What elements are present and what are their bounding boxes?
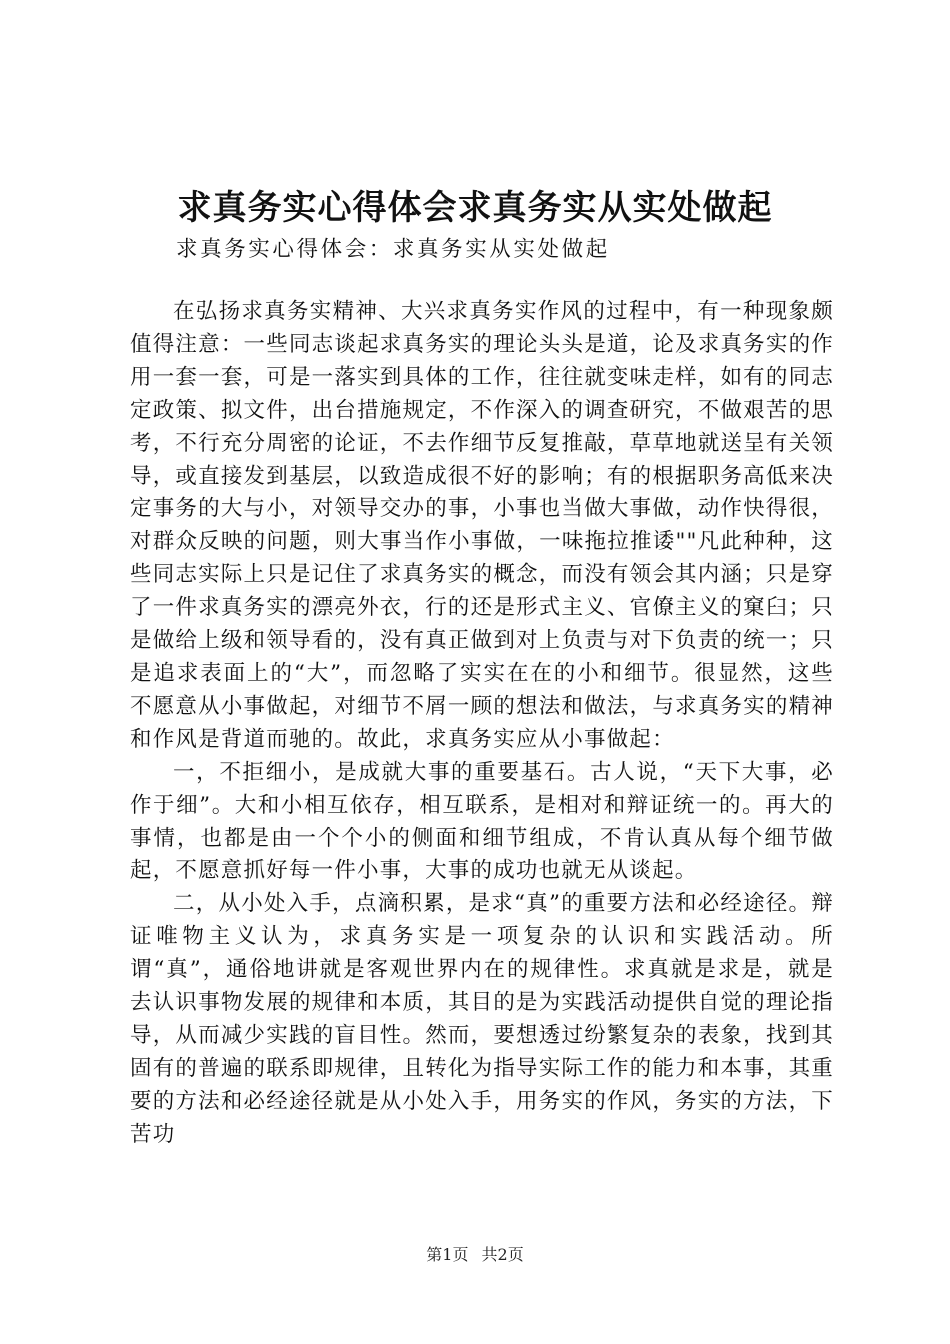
document-title: 求真务实心得体会求真务实从实处做起 bbox=[177, 188, 773, 228]
page-footer bbox=[0, 1243, 950, 1267]
page-number: 第1页 bbox=[426, 1245, 469, 1264]
paragraph-intro: 在弘扬求真务实精神、大兴求真务实作风的过程中，有一种现象颇值得注意：一些同志谈起求真务实的理论头头是道，论及求真务实的作用一套一套，可是一落实到具体的工作，往往就变味走样，如有的同志定政策、拟文件，出台措施规定，不作深入的调查研究，不做艰苦的思考，不行充分周密的论证，不去作细节反复推敲，草草地就送呈有关领导，或直接发到基层，以致造成很不好的影响；有的根据职务高低来决定事务的大与小，对领导交办的事，小事也当做大事做，动作快得很，对群众反映的问题，则大事当作小事做，一味拖拉推诿""凡此种种，这些同志实际上只是记住了求真务实的概念，而没有领会其内涵；只是穿了一件求真务实的漂亮外衣，行的还是形式主义、官僚主义的窠臼；只是做给上级和领导看的，没有真正做到对上负责与对下负责的统一；只是追求表面上的“大”，而忽略了实实在在的小和细节。很显然，这些不愿意从小事做起，对细节不屑一顾的想法和做法，与求真务实的精神和作风是背道而驰的。故此，求真务实应从小事做起： bbox=[130, 299, 834, 752]
paragraph-point-two: 二，从小处入手，点滴积累，是求“真”的重要方法和必经途径。辩证唯物主义认为，求真务实是一项复杂的认识和实践活动。所谓“真”，通俗地讲就是客观世界内在的规律性。求真就是求是，就是去认识事物发展的规律和本质，其目的是为实践活动提供自觉的理论指导，从而减少实践的盲目性。然而，要想透过纷繁复杂的表象，找到其固有的普遍的联系即规律，且转化为指导实际工作的能力和本事，其重要的方法和必经途径就是从小处入手，用务实的作风，务实的方法，下苦功 bbox=[130, 891, 834, 1147]
document-body bbox=[130, 296, 834, 1152]
page-count: 共2页 bbox=[481, 1245, 524, 1264]
paragraph-point-one: 一，不拒细小，是成就大事的重要基石。古人说，“天下大事，必作于细”。大和小相互依存，相互联系，是相对和辩证统一的。再大的事情，也都是由一个个小的侧面和细节组成，不肯认真从每个细节做起，不愿意抓好每一件小事，大事的成功也就无从谈起。 bbox=[130, 759, 834, 884]
document-subtitle: 求真务实心得体会：求真务实从实处做起 bbox=[176, 237, 610, 262]
